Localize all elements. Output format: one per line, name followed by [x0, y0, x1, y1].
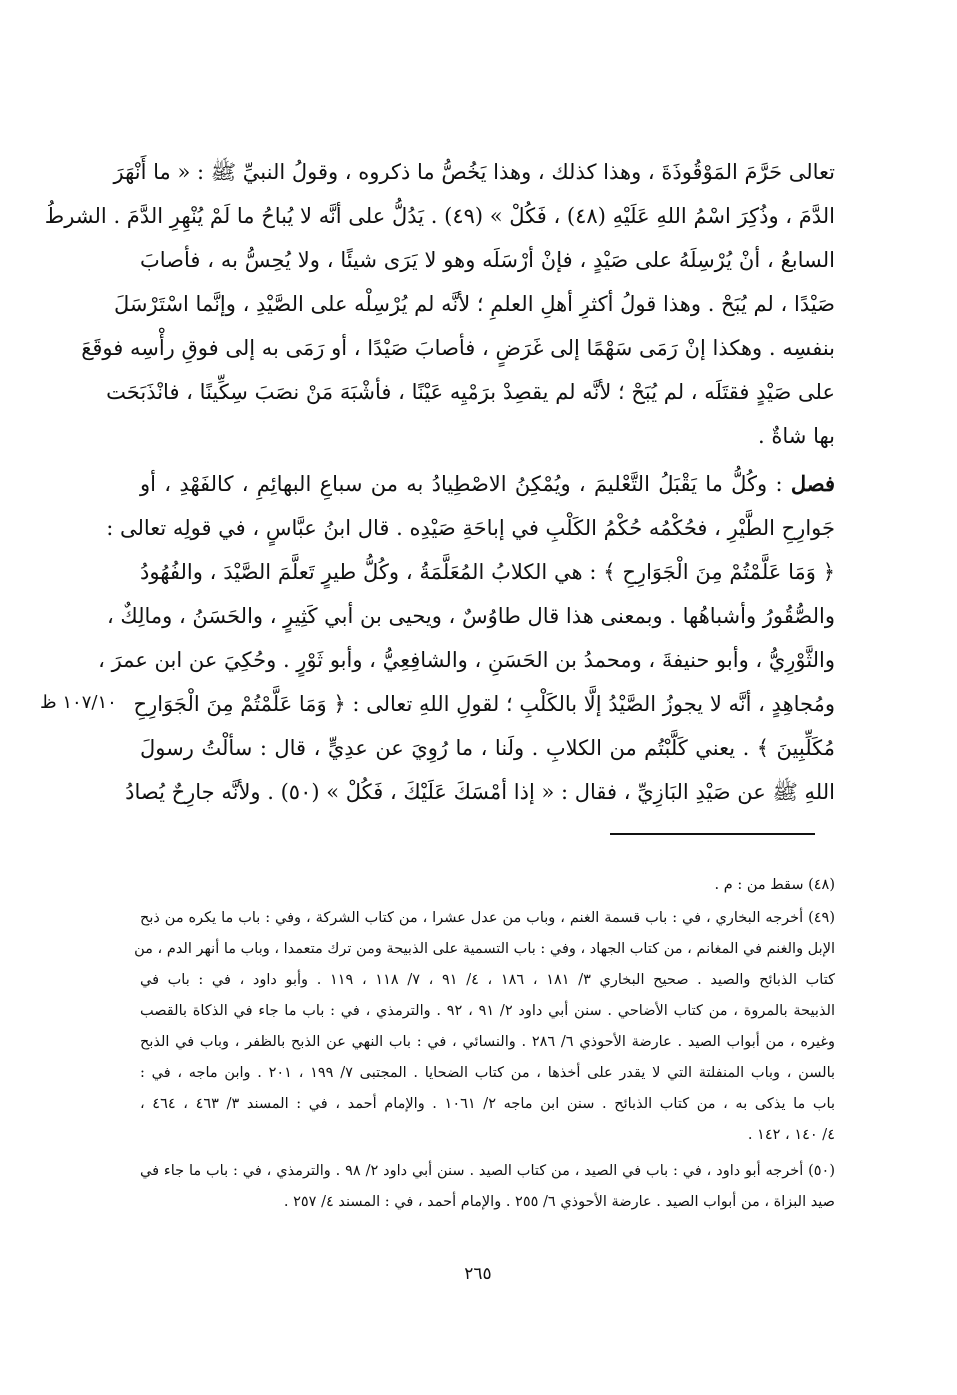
footnote-line: بالسن ، وباب المنفلتة التي لا يقدر على أخذها ، من كتاب الضحايا . المجتبى ٧/ ١٩٩ ، ٢٠١ . وابن ماجه ، في : [140, 1065, 836, 1081]
main-paragraph-1 [44, 150, 835, 458]
text-line: والثَّوْرِيُّ ، وأبو حنيفةَ ، ومحمدُ بن الحَسَنِ ، والشافِعِيُّ ، وأبو ثَوْرٍ . وحُكِيَ عن ابن عمرَ ، [98, 648, 835, 672]
footnote-line: وغيره ، من أبواب الصيد . عارضة الأحوذي ٦/ ٢٨٦ . والنسائي ، في : باب النهي عن الذبح بالظفر ، وباب في الذبح [140, 1034, 835, 1050]
text-line: تعالى حَرَّمَ المَوْقُوذَةَ ، وهذا كذلك ، وهذا يَخُصُّ ما ذكروه ، وقولُ النبيِّ ﷺ : « ما أَنْهَرَ [113, 160, 835, 184]
footnote-line: (٤٩) أخرجه البخاري ، في : باب قسمة الغنم ، وباب من عدل عشرا ، من كتاب الشركة ، وفي : باب ما يكره من ذبح [140, 910, 835, 926]
text-line: بها شاةٌ . [758, 424, 835, 448]
text-line: بنفسِه . وهكذا إنْ رَمَى سَهْمًا إلى غَرَضٍ ، فأصابَ صَيْدًا ، أو رَمَى به إلى فوقِ رأْسِه فوقَعَ [81, 336, 835, 360]
page-number: ٢٦٥ [464, 1264, 492, 1284]
text-line: اللهِ ﷺ عن صَيْدِ البَازِيِّ ، فقال : « إذا أمْسَكَ عَلَيْكَ ، فَكُلْ » (٥٠) . ولأنَّه جارِحٌ يُصادُ [125, 780, 835, 804]
text-line: صَيْدًا ، لم يُبَحْ . وهذا قولُ أكثرِ أهلِ العلمِ ؛ لأنَّه لم يُرْسِلْه على الصَّيْدِ ، وإنَّما اسْتَرْسَلَ [114, 292, 835, 316]
text-line: السابعُ ، أنْ يُرْسِلَهُ على صَيْدٍ ، فإنْ أرْسَلَه وهو لا يَرَى شيئًا ، ولا يُحِسُّ به ، فأصابَ [140, 248, 835, 272]
footnote-48 [140, 870, 835, 901]
section-label: فصل [790, 471, 835, 496]
footnote-line: باب ما يذكى به ، من كتاب الذبائح . سنن ابن ماجه ٢/ ١٠٦١ . والإمام أحمد ، في : المسند ٣/ ٤٦٣ ، ٤٦٤ ، [140, 1096, 835, 1112]
main-paragraph-2 [98, 462, 835, 814]
footnote-line: الإبل والغنم في المغانم ، من كتاب الجهاد ، وفي : باب التسمية على الذبيحة ومن ترك متعمدا ، وباب ما أنهر الدم ، من [134, 941, 835, 957]
text-line: مُكَلِّبِينَ ﴾ . يعني كَلَّبْتُم من الكلابِ . ولَنا ، ما رُوِيَ عن عدِيٍّ ، قال : سألْتُ رسولَ [140, 736, 835, 760]
footnote-line: صيد البزاة ، من أبواب الصيد . عارضة الأحوذي ٦/ ٢٥٥ . والإمام أحمد ، في : المسند ٤/ ٢٥٧ . [283, 1194, 835, 1210]
footnote-line: (٥٠) أخرجه أبو داود ، في : باب في الصيد ، من كتاب الصيد . سنن أبي داود ٢/ ٩٨ . والترمذي ، في : باب ما جاء في [140, 1163, 835, 1179]
text-line: والصُّقُورُ وأشباهُها . وبمعنى هذا قال طاوُسٌ ، ويحيى بن أبي كَثِيرٍ ، والحَسَنُ ، ومالِكٌ ، [106, 604, 835, 628]
text-line: على صَيْدٍ فقتَلَه ، لم يُبَحْ ؛ لأنَّه لم يقصِدْ برَمْيِه عَيْنًا ، فأشْبَهَ مَنْ نصَبَ سِكِّينًا ، فانْذَبَحَت [106, 380, 835, 404]
footnote-49 [134, 903, 836, 1151]
margin-manuscript-reference: ١٠٧/١٠ ظ [40, 692, 117, 713]
text-line: ﴿ وَمَا عَلَّمْتُمْ مِنَ الْجَوَارِحِ ﴾ : هي الكلابُ المُعَلَّمَةُ ، وكُلُّ طيرٍ تَعلَّمَ الصَّيْدَ ، والفُهُودُ [140, 560, 835, 584]
text-line: جَوارِحِ الطَّيْرِ ، فحُكْمُه حُكْمُ الكَلْبِ في إباحَةِ صَيْدِه . قال ابنُ عبَّاسٍ ، في قولِه تعالى : [106, 516, 835, 540]
text-line: الدَّمَ ، وذُكِرَ اسْمُ اللهِ عَلَيْهِ (٤٨) ، فَكُلْ » (٤٩) . يَدُلُّ على أنَّه لا يُباحُ ما لَمْ يُنْهِرِ الدَّمَ . الشرطُ [44, 204, 835, 228]
text-line-first [140, 462, 835, 506]
footnote-line: كتاب الذبائح والصيد . صحيح البخاري ٣/ ١٨١ ، ١٨٦ ، ٤/ ٩١ ، ٧/ ١١٨ ، ١١٩ . وأبو داود ، في : باب في [140, 972, 835, 988]
footnote-line: الذبيحة بالمروة ، من كتاب الأضاحي . سنن أبي داود ٢/ ٩١ ، ٩٢ . والترمذي ، في : باب ما جاء في الذكاة بالقصب [140, 1003, 835, 1019]
footnote-separator [610, 833, 815, 835]
footnote-50 [140, 1156, 835, 1218]
text-line: ومُجاهِدٍ ، أنَّه لا يجوزُ الصَّيْدُ إلَّا بالكَلْبِ ؛ لقولِ اللهِ تعالى : ﴿ وَمَا عَلَّمْتُمْ مِنَ الْجَوَارِحِ [133, 692, 835, 716]
footnote-line: (٤٨) سقط من : م . [714, 877, 835, 893]
footnote-line: ٤/ ١٤٠ ، ١٤٢ . [747, 1127, 835, 1143]
text-fragment: : وكُلُّ ما يَقْبَلُ التَّعْليمَ ، ويُمْكِنُ الاصْطِيادُ به من سباعِ البهائِمِ ، كالفَهْدِ ، أو [140, 472, 791, 496]
